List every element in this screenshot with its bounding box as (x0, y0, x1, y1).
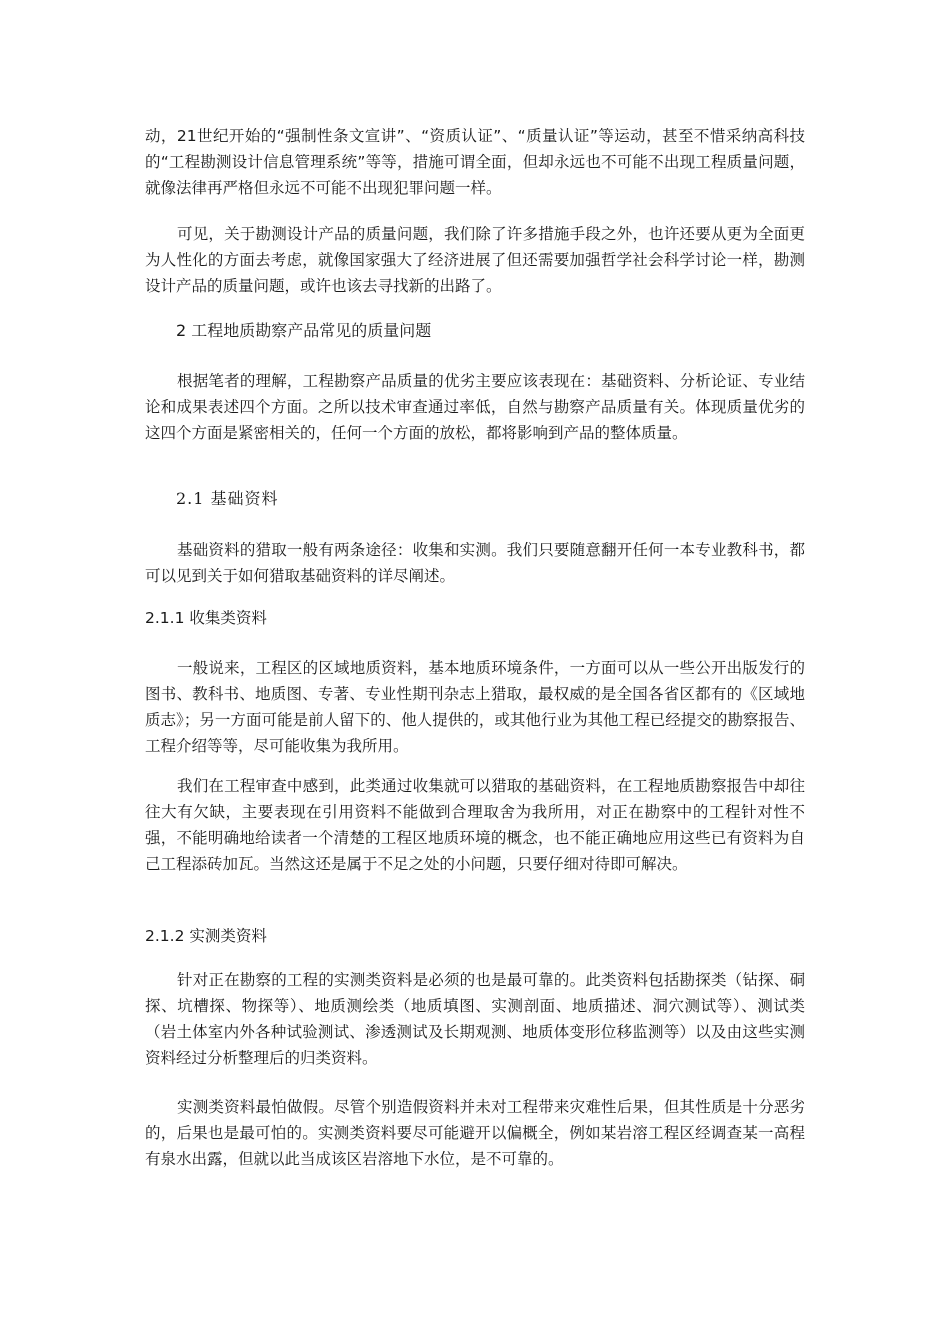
paragraph-review-findings: 我们在工程审查中感到，此类通过收集就可以猎取的基础资料，在工程地质勘察报告中却往往大有欠缺，主要表现在引用资料不能做到合理取舍为我所用，对正在勘察中的工程针对性不强，不能明确地给读者一个清楚的工程区地质环境的概念，也不能正确地应用这些已有资料为自己工程添砖加瓦。当然这还是属于不足之处的小问题，只要仔细对待即可解决。 (145, 777, 805, 873)
paragraph-basic-data: 基础资料的猎取一般有两条途径：收集和实测。我们只要随意翻开任何一本专业教科书，都可以见到关于如何猎取基础资料的详尽阐述。 (145, 541, 805, 585)
section-heading-2-1: 2.1 基础资料 (176, 489, 279, 508)
paragraph-measured-data: 针对正在勘察的工程的实测类资料是必须的也是最可靠的。此类资料包括勘探类（钻探、硐探、坑槽探、物探等）、地质测绘类（地质填图、实测剖面、地质描述、洞穴测试等）、测试类（岩土体室内外各种试验测试、渗透测试及长期观测、地质体变形位移监测等）以及由这些实测资料经过分析整理后的归类资料。 (145, 971, 805, 1067)
section-heading-2-1-1: 2.1.1 收集类资料 (145, 609, 267, 627)
paragraph-collected-data: 一般说来，工程区的区域地质资料，基本地质环境条件，一方面可以从一些公开出版发行的图书、教科书、地质图、专著、专业性期刊杂志上猎取，最权威的是全国各省区都有的《区域地质志》；另一方面可能是前人留下的、他人提供的，或其他行业为其他工程已经提交的勘察报告、工程介绍等等，尽可能收集为我所用。 (145, 659, 805, 755)
paragraph-data-falsification: 实测类资料最怕做假。尽管个别造假资料并未对工程带来灾难性后果，但其性质是十分恶劣的，后果也是最可怕的。实测类资料要尽可能避开以偏概全，例如某岩溶工程区经调查某一高程有泉水出露，但就以此当成该区岩溶地下水位，是不可靠的。 (145, 1098, 805, 1168)
paragraph-continuation: 动，21世纪开始的“强制性条文宣讲”、“资质认证”、“质量认证”等运动，甚至不惜采纳高科技的“工程勘测设计信息管理系统”等等，措施可谓全面，但却永远也不可能不出现工程质量问题，就像法律再严格但永远不可能不出现犯罪问题一样。 (145, 127, 805, 197)
section-heading-2: 2 工程地质勘察产品常见的质量问题 (176, 321, 432, 340)
section-heading-2-1-2: 2.1.2 实测类资料 (145, 927, 267, 945)
paragraph-quality-aspects: 根据笔者的理解，工程勘察产品质量的优劣主要应该表现在：基础资料、分析论证、专业结论和成果表述四个方面。之所以技术审查通过率低，自然与勘察产品质量有关。体现质量优劣的这四个方面是紧密相关的，任何一个方面的放松，都将影响到产品的整体质量。 (145, 372, 805, 442)
paragraph-quality-perspective: 可见，关于勘测设计产品的质量问题，我们除了许多措施手段之外，也许还要从更为全面更为人性化的方面去考虑，就像国家强大了经济进展了但还需要加强哲学社会科学讨论一样，勘测设计产品的质量问题，或许也该去寻找新的出路了。 (145, 225, 805, 295)
